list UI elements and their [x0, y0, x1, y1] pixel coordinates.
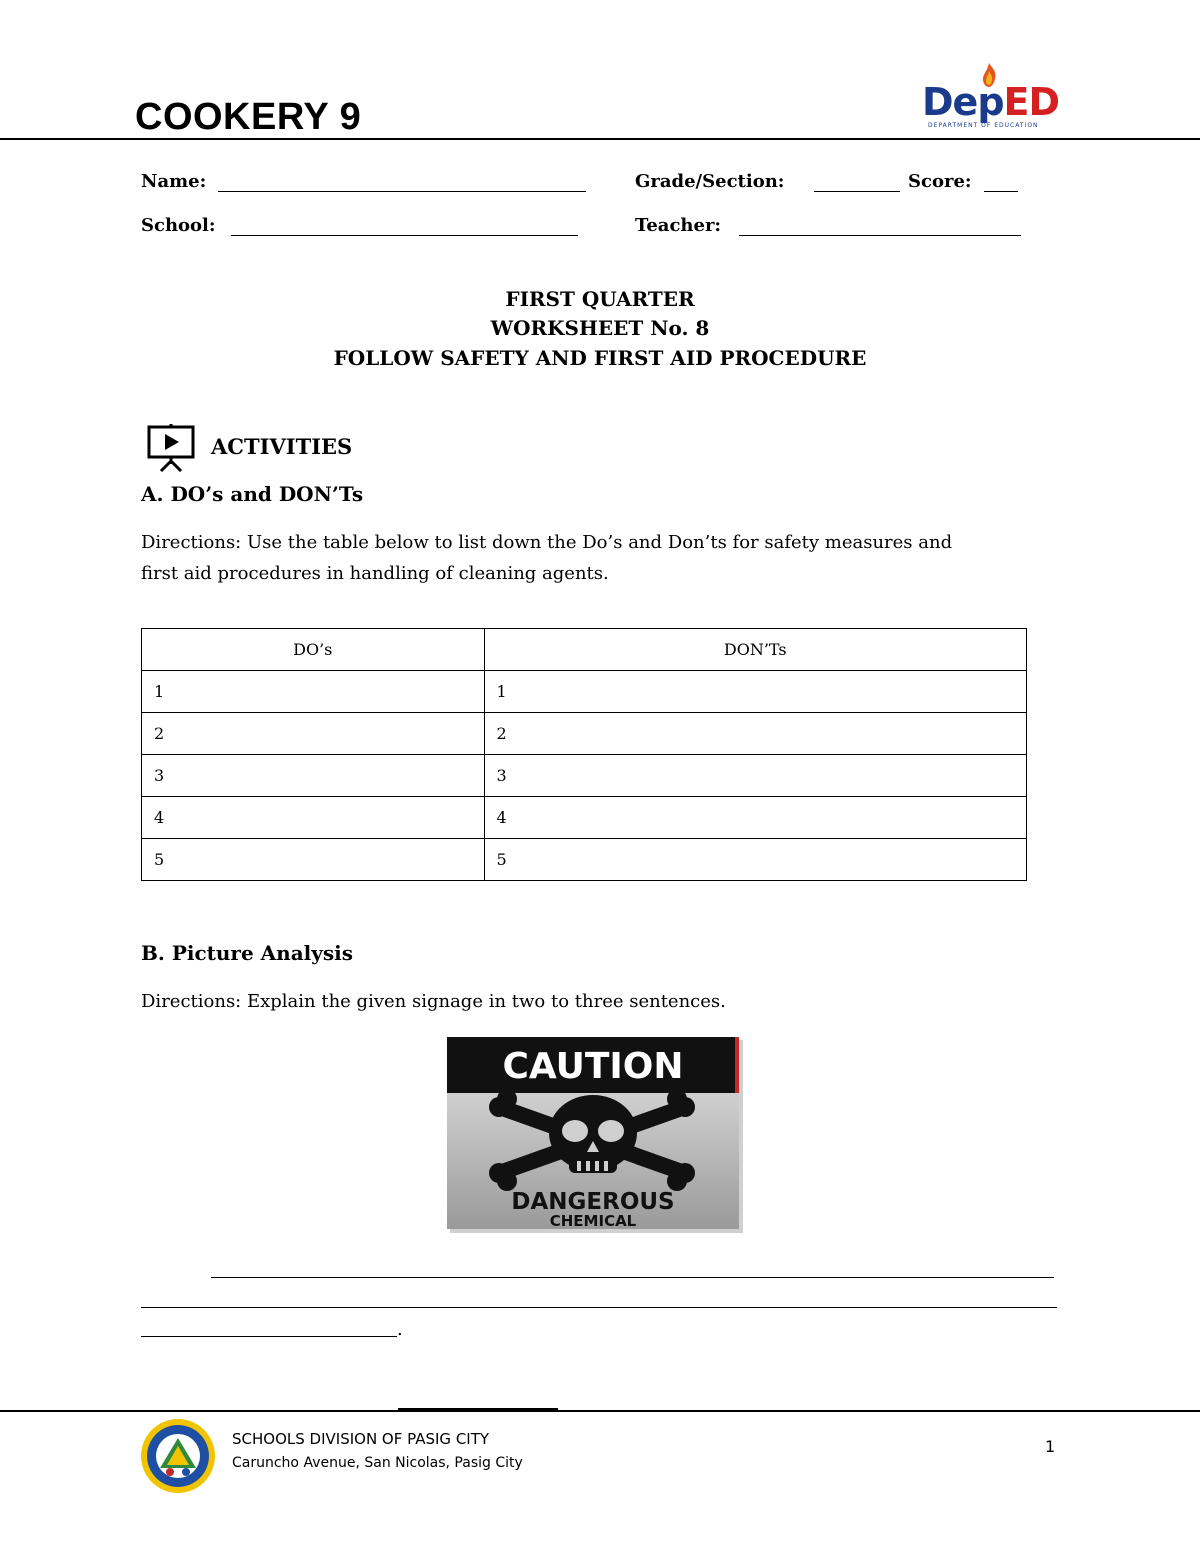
sign-chemical-text: CHEMICAL — [549, 1212, 637, 1230]
answer-line-2[interactable] — [141, 1307, 1057, 1308]
teacher-blank[interactable] — [739, 235, 1021, 236]
donts-cell[interactable]: 3 — [484, 755, 1027, 797]
division-seal-icon — [140, 1418, 216, 1494]
school-blank[interactable] — [231, 235, 578, 236]
dos-cell[interactable]: 4 — [142, 797, 485, 839]
footer-address: Caruncho Avenue, San Nicolas, Pasig City — [232, 1455, 523, 1471]
section-a-directions-line2: first aid procedures in handling of cleaning agents. — [141, 563, 609, 584]
teacher-label: Teacher: — [635, 215, 722, 236]
score-label: Score: — [908, 171, 972, 192]
dos-cell[interactable]: 1 — [142, 671, 485, 713]
table-row — [142, 797, 1027, 839]
donts-cell[interactable]: 4 — [484, 797, 1027, 839]
dos-cell[interactable]: 5 — [142, 839, 485, 881]
sign-caution-text: CAUTION — [502, 1046, 684, 1087]
donts-header: DON’Ts — [484, 629, 1027, 671]
footer-accent-bar — [398, 1408, 558, 1411]
score-blank[interactable] — [984, 191, 1018, 192]
logo-dep-text: Dep — [922, 80, 1004, 124]
section-b-directions: Directions: Explain the given signage in two to three sentences. — [141, 991, 726, 1012]
dos-cell[interactable]: 2 — [142, 713, 485, 755]
donts-cell[interactable]: 1 — [484, 671, 1027, 713]
sign-dangerous-text: DANGEROUS — [511, 1189, 675, 1215]
worksheet-topic: FOLLOW SAFETY AND FIRST AID PROCEDURE — [333, 346, 867, 370]
deped-logo — [922, 62, 1062, 134]
answer-period: . — [397, 1319, 403, 1340]
logo-ed-text: ED — [1003, 80, 1060, 124]
table-row — [142, 755, 1027, 797]
grade-section-blank[interactable] — [814, 191, 900, 192]
answer-line-3[interactable] — [141, 1336, 397, 1337]
quarter-title: FIRST QUARTER — [505, 287, 695, 311]
table-header-row — [142, 629, 1027, 671]
logo-tagline: DEPARTMENT OF EDUCATION — [928, 122, 1039, 129]
footer-division-name: SCHOOLS DIVISION OF PASIG CITY — [232, 1430, 490, 1448]
section-b-heading: B. Picture Analysis — [141, 941, 354, 965]
page-number: 1 — [1045, 1437, 1056, 1456]
subject-title: COOKERY 9 — [135, 96, 362, 138]
caution-sign-image — [447, 1037, 743, 1233]
section-a-heading: A. DO’s and DON’Ts — [141, 482, 364, 506]
table-row — [142, 671, 1027, 713]
footer-divider — [0, 1410, 1200, 1412]
presentation-board-icon — [145, 424, 197, 472]
grade-section-label: Grade/Section: — [635, 171, 785, 192]
name-label: Name: — [141, 171, 207, 192]
dos-header: DO’s — [142, 629, 485, 671]
donts-cell[interactable]: 2 — [484, 713, 1027, 755]
school-label: School: — [141, 215, 216, 236]
header-divider — [0, 138, 1200, 140]
donts-cell[interactable]: 5 — [484, 839, 1027, 881]
activities-label: ACTIVITIES — [211, 434, 353, 459]
worksheet-number: WORKSHEET No. 8 — [490, 316, 710, 340]
table-row — [142, 713, 1027, 755]
answer-line-1[interactable] — [211, 1277, 1054, 1278]
section-a-directions-line1: Directions: Use the table below to list down the Do’s and Don’ts for safety measures and — [141, 532, 953, 553]
table-row — [142, 839, 1027, 881]
dos-donts-table — [141, 628, 1027, 881]
name-blank[interactable] — [218, 191, 586, 192]
dos-cell[interactable]: 3 — [142, 755, 485, 797]
